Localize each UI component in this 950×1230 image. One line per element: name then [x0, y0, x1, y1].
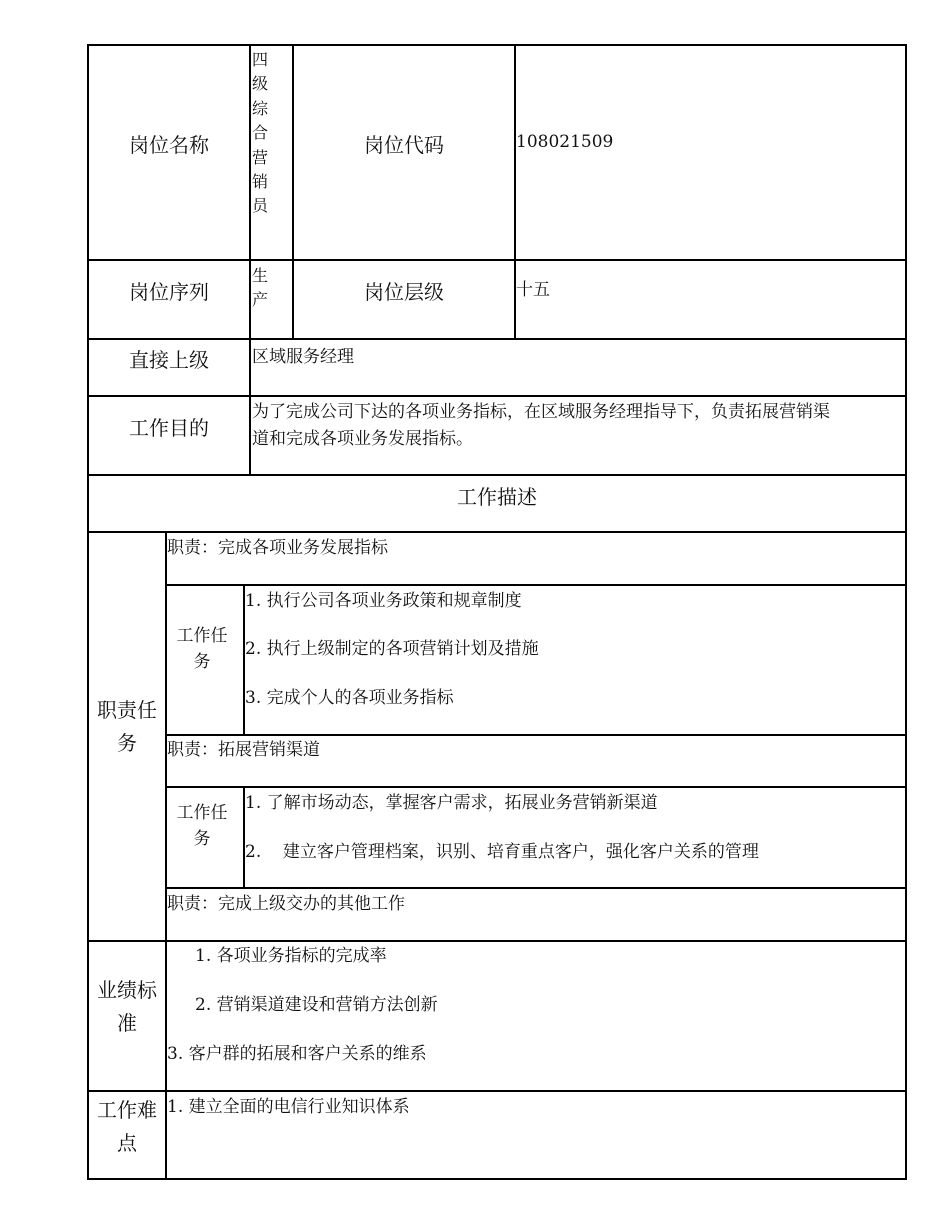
rule	[87, 338, 907, 340]
position-code-value: 108021509	[516, 132, 614, 152]
duty-title: 职责：拓展营销渠道	[167, 740, 320, 760]
rule	[165, 584, 907, 586]
purpose-text-line-2: 道和完成各项业务发展指标。	[252, 429, 473, 449]
position-name-label: 岗位名称	[129, 133, 209, 157]
rule	[165, 531, 167, 1180]
rule	[87, 1090, 907, 1092]
description-title: 工作描述	[457, 485, 537, 509]
table-border-right	[905, 44, 907, 1180]
position-name-value: 四级综合营销员	[252, 50, 269, 216]
rule	[87, 940, 907, 942]
duty-title: 职责：完成各项业务发展指标	[167, 538, 388, 558]
rule	[165, 734, 907, 736]
position-series-label: 岗位序列	[129, 280, 209, 304]
position-code-label: 岗位代码	[364, 133, 444, 157]
task-item: 3. 完成个人的各项业务指标	[245, 688, 454, 708]
superior-label: 直接上级	[129, 348, 209, 372]
task-label: 工作任务	[176, 803, 228, 849]
superior-value: 区域服务经理	[252, 347, 354, 367]
rule	[87, 531, 907, 533]
performance-item: 1. 各项业务指标的完成率	[195, 946, 387, 966]
difficulty-item: 1. 建立全面的电信行业知识体系	[167, 1097, 410, 1117]
rule	[87, 259, 907, 261]
performance-label: 业绩标准	[97, 978, 157, 1035]
purpose-text-line-1: 为了完成公司下达的各项业务指标，在区域服务经理指导下，负责拓展营销渠	[252, 402, 830, 422]
task-label: 工作任务	[176, 626, 228, 672]
table-border-top	[87, 44, 907, 46]
position-level-value: 十五	[516, 280, 550, 300]
position-series-value: 生产	[252, 266, 269, 310]
task-item: 2. 建立客户管理档案，识别、培育重点客户，强化客户关系的管理	[245, 842, 759, 862]
performance-item: 2. 营销渠道建设和营销方法创新	[195, 995, 438, 1015]
table-border-bottom	[87, 1178, 907, 1180]
task-item: 2. 执行上级制定的各项营销计划及措施	[245, 639, 539, 659]
position-level-label: 岗位层级	[364, 280, 444, 304]
task-item: 1. 执行公司各项业务政策和规章制度	[245, 591, 522, 611]
difficulty-label: 工作难点	[97, 1098, 157, 1155]
rule	[249, 44, 251, 476]
rule	[165, 887, 907, 889]
purpose-label: 工作目的	[129, 416, 209, 440]
duty-title: 职责：完成上级交办的其他工作	[167, 894, 405, 914]
rule	[165, 786, 907, 788]
task-item: 1. 了解市场动态，掌握客户需求，拓展业务营销新渠道	[245, 793, 658, 813]
rule	[87, 474, 907, 476]
duties-label: 职责任务	[97, 698, 157, 755]
rule	[87, 395, 907, 397]
performance-item: 3. 客户群的拓展和客户关系的维系	[167, 1044, 427, 1064]
